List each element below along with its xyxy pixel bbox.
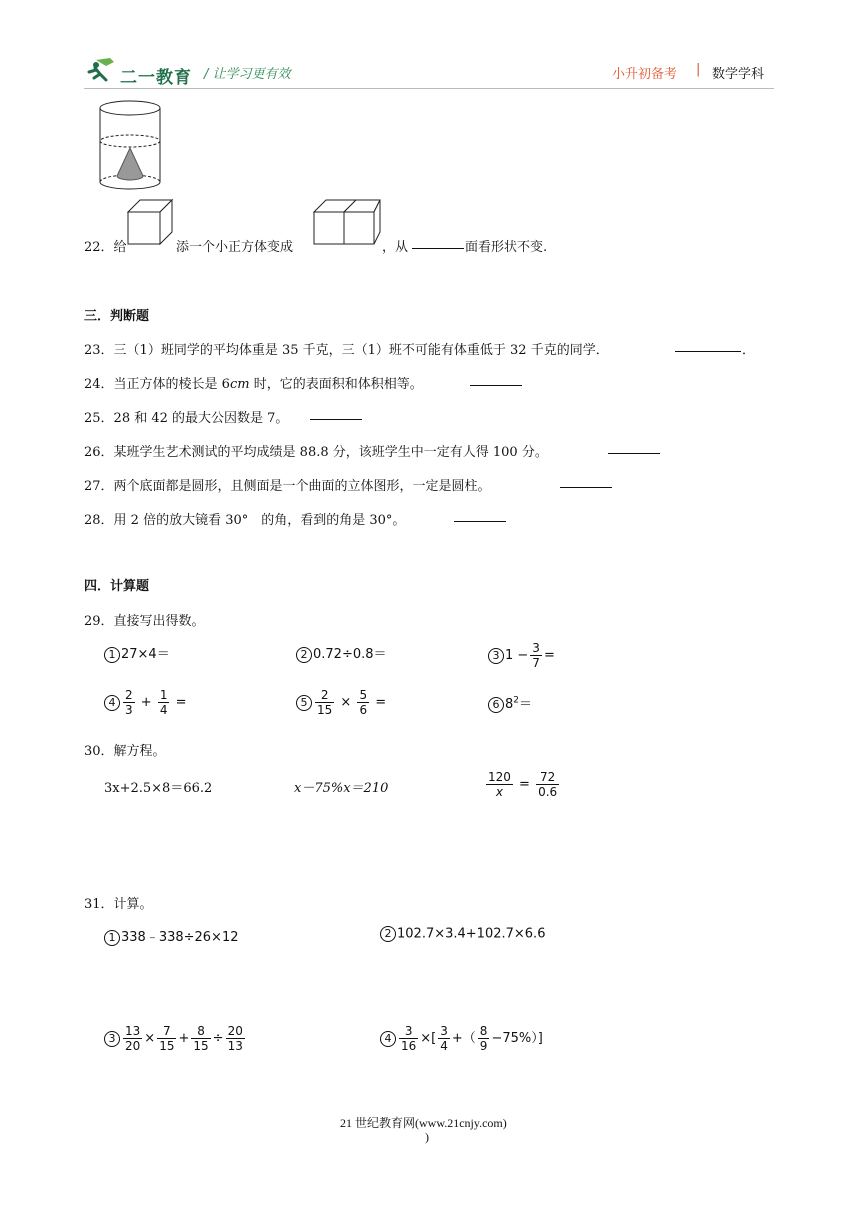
fraction: $\frac{2}{15}$ (317, 688, 333, 717)
fraction: $\frac{7}{15}$ (159, 1024, 175, 1053)
circled-number: 4 (380, 1031, 396, 1047)
footer-source: 21 世纪教育网(www.21cnjy.com) (340, 1116, 507, 1130)
circled-number: 1 (104, 647, 120, 663)
equals: ＝ (519, 697, 533, 712)
section-4-title: 四．计算题 (84, 579, 150, 594)
q23-answer-blank[interactable] (675, 339, 741, 352)
logo (84, 56, 194, 88)
q22-label: 22．给 (84, 240, 127, 255)
fraction: $\frac{8}{9}$ (479, 1024, 488, 1053)
fraction: $\frac{2}{3}$ (125, 688, 133, 717)
single-cube-figure (126, 198, 176, 248)
fraction: $\frac{72}{0.6}$ (538, 770, 558, 799)
fraction: $\frac{20}{13}$ (227, 1024, 243, 1053)
operator: × (340, 695, 352, 710)
operator: + (178, 1031, 190, 1046)
q29-item-3 (488, 641, 555, 670)
q30-equation-1: 3x+2.5×8＝66.2 (104, 781, 213, 796)
q29-expr-2: 0.72÷0.8＝ (313, 647, 387, 662)
fraction: $\frac{3}{7}$ (532, 641, 540, 670)
q24-answer-blank[interactable] (470, 373, 522, 386)
operator: +（ (451, 1031, 476, 1046)
operator: × (144, 1031, 156, 1046)
base: 8 (505, 697, 514, 712)
fraction: $\frac{3}{4}$ (440, 1024, 448, 1053)
q29-expr-3a: 1 − (505, 648, 529, 663)
circled-number: 1 (104, 930, 120, 946)
fraction: $\frac{13}{20}$ (125, 1024, 141, 1053)
fraction: $\frac{3}{16}$ (401, 1024, 417, 1053)
q24-text (84, 373, 423, 392)
operator: −75%）] (491, 1031, 543, 1046)
q29-expr-3b: = (543, 648, 555, 663)
section-3-title: 三．判断题 (84, 309, 150, 324)
exponent: 2 (513, 695, 520, 706)
fraction: $\frac{5}{6}$ (359, 688, 368, 717)
header-grade: 小升初备考 (612, 67, 678, 82)
logo-text: 二一教育 (120, 68, 192, 88)
circled-number: 4 (104, 695, 120, 711)
q30-equation-3 (484, 770, 561, 799)
circled-number: 2 (296, 647, 312, 663)
q27-text: 27．两个底面都是圆形，且侧面是一个曲面的立体图形，一定是圆柱。 (84, 479, 491, 494)
runner-logo-icon (84, 56, 124, 86)
q29-expr-1: 27×4＝ (121, 647, 170, 662)
q28-answer-blank[interactable] (454, 509, 506, 522)
operator: ÷ (212, 1031, 224, 1046)
q25-answer-blank[interactable] (310, 407, 362, 420)
two-cube-figure (312, 198, 382, 248)
q28-text: 28．用 2 倍的放大镜看 30° 的角，看到的角是 30°。 (84, 513, 406, 528)
q31-item-4 (380, 1024, 543, 1053)
fraction: $\frac{8}{15}$ (193, 1024, 209, 1053)
equals: = (519, 777, 530, 792)
q26-answer-blank[interactable] (608, 441, 660, 454)
q31-expr-1: 338﹣338÷26×12 (121, 930, 239, 945)
q29-item-5 (296, 688, 386, 717)
q27-answer-blank[interactable] (560, 475, 612, 488)
operator: + (140, 695, 152, 710)
q31-title: 31．计算。 (84, 897, 153, 912)
circled-number: 5 (296, 695, 312, 711)
q22-middle-text: 添一个小正方体变成 (176, 240, 294, 255)
header-subject: 数学学科 (712, 67, 765, 82)
header-divider: | (696, 62, 701, 77)
circled-number: 2 (380, 926, 396, 942)
q29-item-4 (104, 688, 187, 717)
q29-title: 29．直接写出得数。 (84, 614, 205, 629)
q31-item-3 (104, 1024, 247, 1053)
q31-item-2 (380, 926, 545, 942)
q22-after-text: ，从 (382, 240, 409, 255)
slogan: / 让学习更有效 (204, 67, 291, 82)
equals: = (175, 695, 187, 710)
q31-expr-2: 102.7×3.4+102.7×6.6 (397, 926, 546, 942)
q30-title: 30．解方程。 (84, 744, 166, 759)
q22-end-text: 面看形状不变. (465, 240, 548, 255)
operator: ×[ (420, 1031, 437, 1046)
q31-item-1 (104, 926, 239, 946)
cylinder-cone-figure (97, 98, 167, 194)
circled-number: 3 (488, 648, 504, 664)
equals: = (375, 695, 387, 710)
circled-number: 3 (104, 1031, 120, 1047)
q24-text-a: 24．当正方体的棱长是 6 (84, 377, 230, 392)
q23-tail: ． (742, 343, 756, 358)
q29-item-2 (296, 643, 387, 663)
q26-text: 26．某班学生艺术测试的平均成绩是 88.8 分，该班学生中一定有人得 100 分。 (84, 445, 548, 460)
q30-equation-2: x－75%x＝210 (294, 781, 389, 796)
q25-text: 25．28 和 42 的最大公因数是 7。 (84, 411, 289, 426)
circled-number: 6 (488, 697, 504, 713)
q22-answer-blank[interactable] (412, 236, 464, 249)
q29-item-1 (104, 643, 170, 663)
q29-item-6 (488, 693, 532, 713)
q23-text: 23．三（1）班同学的平均体重是 35 千克，三（1）班不可能有体重低于 32 千克的同学． (84, 343, 609, 358)
header-rule (84, 88, 774, 89)
fraction: $\frac{120}{x}$ (488, 770, 511, 799)
footer-paren: ) (425, 1130, 429, 1144)
q24-unit: cm (229, 377, 250, 392)
fraction: $\frac{1}{4}$ (159, 688, 168, 717)
q24-text-b: 时，它的表面积和体积相等。 (249, 377, 423, 392)
